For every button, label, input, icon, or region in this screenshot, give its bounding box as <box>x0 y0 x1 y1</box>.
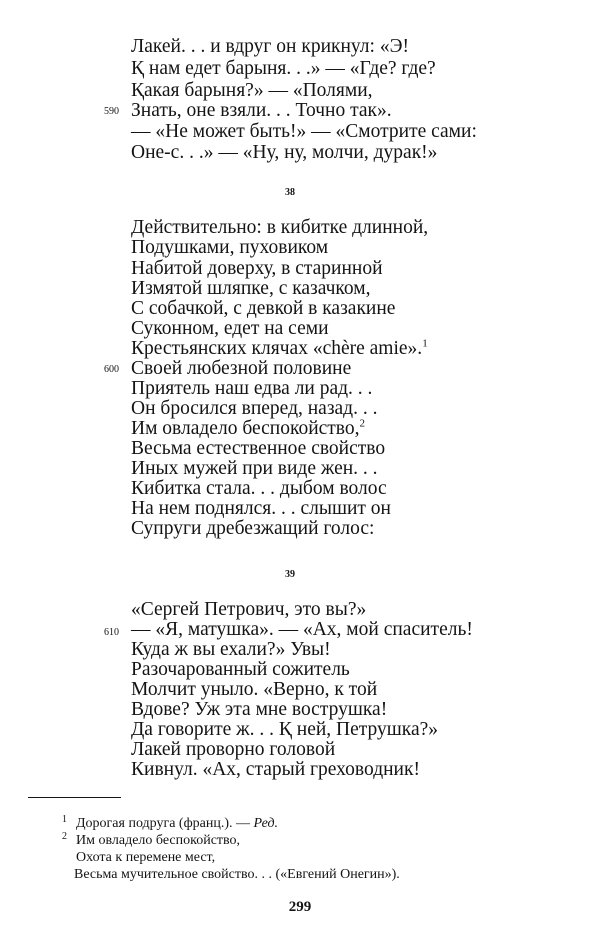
verse-line: Да говорите ж. . . Қ ней, Петрушка?» <box>131 719 439 740</box>
verse-line: С собачкой, с девкой в казакине <box>131 298 396 319</box>
verse-line: Лакей. . . и вдруг он крикнул: «Э! <box>131 36 409 57</box>
verse-line: — «Я, матушка». — «Ах, мой спаситель! <box>131 619 473 640</box>
verse-line: Измятой шляпке, с казачком, <box>131 278 371 299</box>
verse-line: Куда ж вы ехали?» Увы! <box>131 639 331 660</box>
verse-line: Кибитка стала. . . дыбом волос <box>131 478 387 499</box>
verse-line-with-note <box>131 419 365 439</box>
footnote-2-line: Им овладело беспокойство, <box>76 833 241 848</box>
page-number: 299 <box>288 899 312 915</box>
verse-line: Действительно: в кибитке длинной, <box>131 217 429 238</box>
verse-line: Иных мужей при виде жен. . . <box>131 458 378 479</box>
verse-line: Весьма естественное свойство <box>131 438 386 459</box>
footnote-ref: 2 <box>359 417 366 430</box>
stanza-number: 39 <box>285 569 295 580</box>
verse-line: Приятель наш едва ли рад. . . <box>131 378 373 399</box>
footnote-divider <box>28 797 121 798</box>
verse-line: Қ нам едет барыня. . .» — «Где? где? <box>131 58 436 79</box>
editor-note: Ред. <box>253 816 279 831</box>
footnote-1 <box>76 815 278 832</box>
verse-line: Знать, оне взяли. . . Точно так». <box>131 100 392 121</box>
verse-line: Вдове? Уж эта мне вострушка! <box>131 699 388 720</box>
footnote-text: Дорогая подруга (франц.). — <box>76 816 251 831</box>
verse-line: Супруги дребезжащий голос: <box>131 518 375 539</box>
line-number: 600 <box>104 364 119 375</box>
footnote-2-line: Весьма мучительное свойство. . . («Евгений Онегин»). <box>74 867 400 882</box>
verse-line: Подушками, пуховиком <box>131 237 329 258</box>
verse-line: Қакая барыня?» — «Полями, <box>131 80 373 101</box>
verse-line: Он бросился вперед, назад. . . <box>131 398 378 419</box>
verse-line: Своей любезной половине <box>131 358 352 379</box>
footnote-ref: 1 <box>422 337 428 350</box>
verse-line: На нем поднялся. . . слышит он <box>131 498 391 519</box>
footnote-mark: 1 <box>62 814 67 825</box>
verse-line: — «Не может быть!» — «Смотрите сами: <box>131 121 477 142</box>
verse-line-with-note <box>131 339 428 359</box>
verse-line: Суконном, едет на семи <box>131 318 329 339</box>
verse-line: Набитой доверху, в старинной <box>131 258 383 279</box>
verse-text: Крестьянских клячах «chère amie». <box>131 338 423 359</box>
footnote-mark: 2 <box>62 831 67 842</box>
line-number: 610 <box>104 627 119 638</box>
verse-line: Лакей проворно головой <box>131 739 336 760</box>
verse-line: Молчит уныло. «Верно, к той <box>131 679 378 700</box>
line-number: 590 <box>104 106 119 117</box>
footnote-2-line: Охота к перемене мест, <box>76 850 216 865</box>
verse-line: Оне-с. . .» — «Ну, ну, молчи, дурак!» <box>131 142 438 163</box>
verse-line: «Сергей Петрович, это вы?» <box>131 599 367 620</box>
verse-line: Разочарованный сожитель <box>131 659 350 680</box>
verse-text: Им овладело беспокойство, <box>131 418 360 439</box>
stanza-number: 38 <box>285 187 295 198</box>
verse-line: Кивнул. «Ах, старый греховодник! <box>131 759 420 780</box>
